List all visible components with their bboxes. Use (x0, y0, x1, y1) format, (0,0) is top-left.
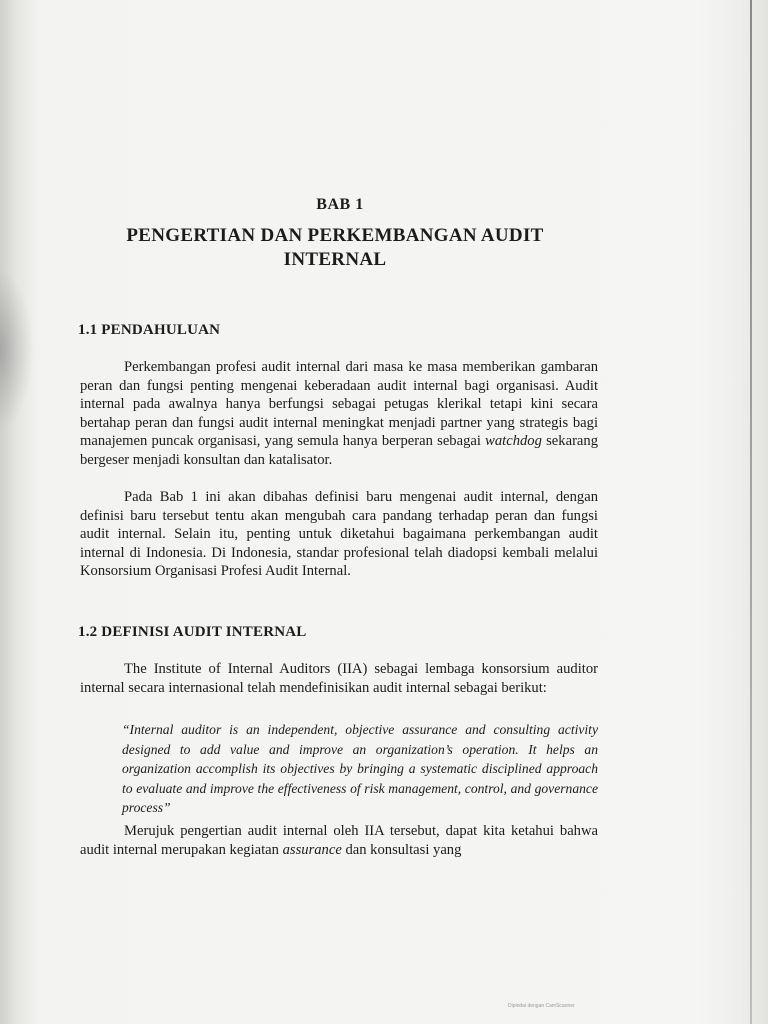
paragraph-text: dan konsultasi yang (341, 841, 462, 858)
section-heading-pendahuluan: 1.1 PENDAHULUAN (78, 322, 221, 338)
paragraph-text: sekarang bergeser menjadi konsultan dan katalisator. (80, 433, 598, 468)
paragraph-definisi-1 (80, 660, 598, 697)
paragraph-text: Perkembangan profesi audit internal dari masa ke masa memberikan gambaran peran dan fungsi penting mengenai keberadaan audit internal bagi organisasi. Audit internal pada awalnya hanya berfungsi sebagai petugas klerikal tetapi kini secara bertahap peran dan fungsi audit internal meningkat menjadi partner yang strategis bagi manajemen puncak organisasi, yang semula hanya berperan sebagai (80, 359, 598, 450)
italic-term-assurance: assurance (282, 841, 342, 858)
paragraph-text: Merujuk pengertian audit internal oleh IIA tersebut, dapat kita ketahui bahwa audit internal merupakan kegiatan (80, 823, 598, 858)
binding-shadow (0, 270, 34, 430)
paragraph-text: The Institute of Internal Auditors (IIA) sebagai lembaga konsorsium auditor internal secara internasional telah mendefinisikan audit internal sebagai berikut: (80, 661, 598, 696)
paragraph-definisi-2 (80, 822, 598, 859)
paragraph-text: Pada Bab 1 ini akan dibahas definisi baru mengenai audit internal, dengan definisi baru tersebut tentu akan mengubah cara pandang terhadap peran dan fungsi audit internal. Selain itu, penting untuk diketahui bagaimana perkembangan audit internal di Indonesia. Di Indonesia, standar profesional telah diadopsi kembali melalui Konsorsium Organisasi Profesi Audit Internal. (80, 489, 598, 580)
page-edge-line (750, 0, 752, 1024)
paragraph-pendahuluan-2 (80, 488, 598, 581)
chapter-title: PENGERTIAN DAN PERKEMBANGAN AUDIT INTERNAL (126, 225, 544, 270)
italic-term-watchdog: watchdog (485, 433, 542, 450)
section-heading-definisi: 1.2 DEFINISI AUDIT INTERNAL (78, 624, 307, 640)
chapter-label: BAB 1 (316, 196, 364, 213)
paragraph-pendahuluan-1 (80, 358, 598, 470)
scanner-watermark: Dipindai dengan CamScanner (508, 1003, 575, 1009)
iia-definition-quote: “Internal auditor is an independent, objective assurance and consulting activity designed to add value and improve an organization’s operation. It helps an organization accomplish its objectives by bringing a systematic disciplined approach to evaluate and improve the effectiveness of risk management, control, and governance process” (122, 722, 598, 815)
